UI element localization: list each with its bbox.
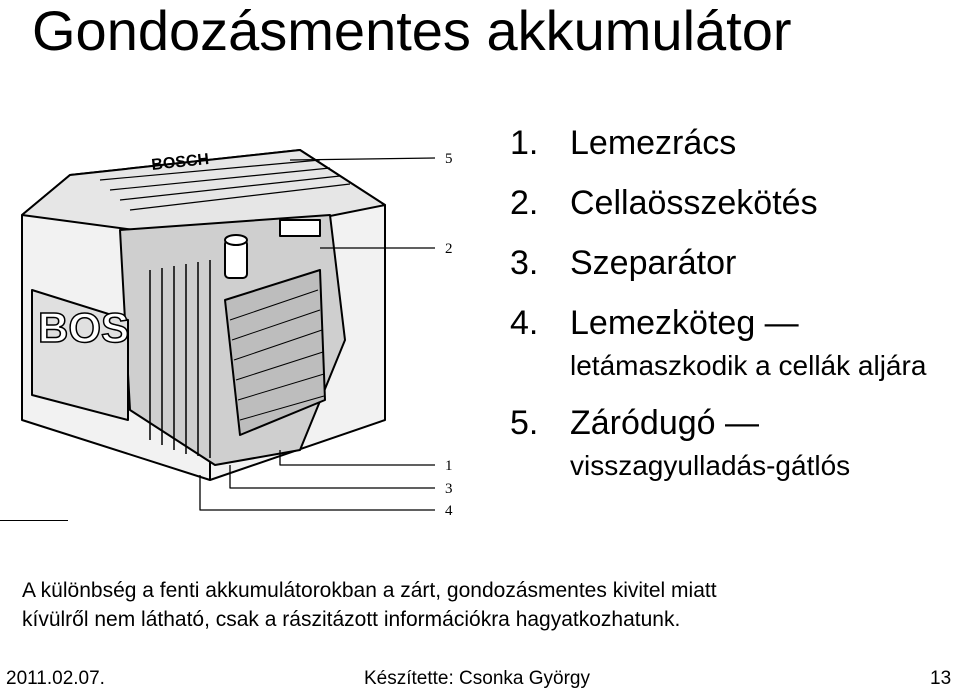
callout-label: 3 (445, 481, 453, 497)
body-line: A különbség a fenti akkumulátorokban a zárt, gondozásmentes kivitel miatt (22, 579, 717, 602)
list-item (510, 242, 950, 284)
item-label: Szeparátor (570, 244, 737, 282)
item-label: Lemezrács (570, 124, 737, 162)
item-number: 4. (510, 304, 539, 342)
divider-line (0, 520, 68, 521)
list-item (510, 402, 950, 484)
battery-brand-side: BOS (38, 304, 130, 351)
item-number: 1. (510, 124, 539, 162)
component-list (510, 122, 950, 484)
callout-label: 1 (445, 458, 453, 474)
item-label: Lemezköteg — (570, 304, 799, 342)
list-item (510, 302, 950, 384)
item-number: 2. (510, 184, 539, 222)
item-number: 5. (510, 404, 539, 442)
item-label: Záródugó — (570, 404, 759, 442)
callout-label: 5 (445, 151, 453, 167)
list-item (510, 122, 950, 164)
footer-date: 2011.02.07. (6, 668, 105, 689)
body-paragraph (22, 576, 942, 634)
callout-label: 2 (445, 241, 453, 257)
body-line: kívülről nem látható, csak a rászitázott információkra hagyatkozhatunk. (22, 608, 681, 631)
battery-cutaway-drawing (0, 120, 480, 530)
footer-author: Készítette: Csonka György (364, 668, 590, 689)
battery-cutaway-illustration (0, 120, 480, 530)
item-detail: letámaszkodik a cellák aljára (570, 350, 927, 381)
slide-title: Gondozásmentes akkumulátor (32, 0, 792, 62)
list-item (510, 182, 950, 224)
battery-brand-top: BOSCH (150, 151, 210, 174)
page-number: 13 (930, 668, 952, 689)
callout-label: 4 (445, 503, 453, 519)
item-detail: visszagyulladás-gátlós (570, 450, 851, 481)
item-label: Cellaösszekötés (570, 184, 818, 222)
item-number: 3. (510, 244, 539, 282)
